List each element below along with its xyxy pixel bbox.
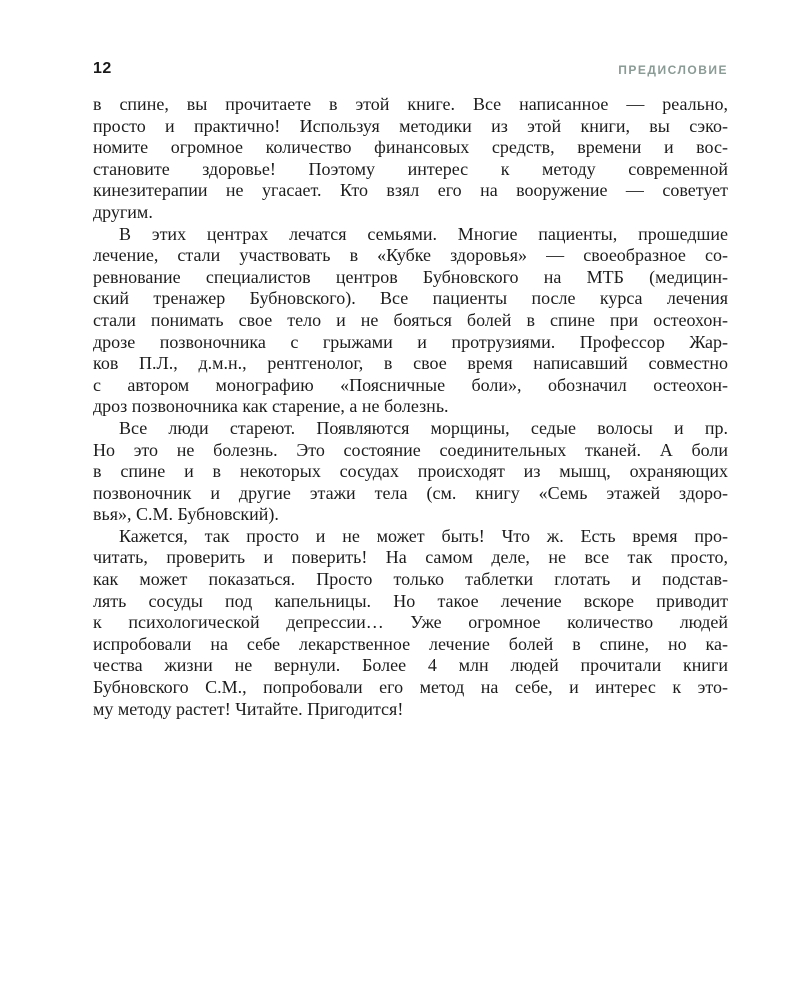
text-line: В этих центрах лечатся семьями. Многие пациенты, прошедшие xyxy=(119,223,728,244)
text-line: ский тренажер Бубновского). Все пациенты после курса лечения xyxy=(93,288,728,309)
text-line: другим. xyxy=(93,201,153,222)
text-line: ревнование специалистов центров Бубновского на МТБ (медицин- xyxy=(93,266,728,287)
text-line: лять сосуды под капельницы. Но такое лечение вскоре приводит xyxy=(93,590,728,611)
paragraph xyxy=(93,526,728,720)
text-line: испробовали на себе лекарственное лечение болей в спине, но ка- xyxy=(93,633,728,654)
paragraph xyxy=(93,224,728,418)
text-line: номите огромное количество финансовых средств, времени и вос- xyxy=(93,137,728,158)
text-line: Но это не болезнь. Это состояние соединительных тканей. А боли xyxy=(93,439,728,460)
body-text xyxy=(93,94,728,720)
text-line: лечение, стали участвовать в «Кубке здоровья» — своеобразное со- xyxy=(93,245,728,266)
text-line: позвоночник и другие этажи тела (см. книгу «Семь этажей здоро- xyxy=(93,482,728,503)
text-line: ков П.Л., д.м.н., рентгенолог, в свое время написавший совместно xyxy=(93,353,728,374)
page-number: 12 xyxy=(93,60,112,77)
text-line: просто и практично! Используя методики из этой книги, вы сэко- xyxy=(93,115,728,136)
text-line: дроз позвоночника как старение, а не болезнь. xyxy=(93,396,449,417)
text-line: к психологической депрессии… Уже огромное количество людей xyxy=(93,612,728,633)
text-line: с автором монографию «Поясничные боли», обозначил остеохон- xyxy=(93,374,728,395)
text-line: читать, проверить и поверить! На самом деле, не все так просто, xyxy=(93,547,728,568)
text-line: Бубновского С.М., попробовали его метод на себе, и интерес к это- xyxy=(93,677,728,698)
text-line: становите здоровье! Поэтому интерес к методу современной xyxy=(93,158,728,179)
text-line: чества жизни не вернули. Более 4 млн людей прочитали книги xyxy=(93,655,728,676)
text-line: в спине и в некоторых сосудах происходят из мышц, охраняющих xyxy=(93,461,728,482)
text-line: Все люди стареют. Появляются морщины, седые волосы и пр. xyxy=(119,417,728,438)
text-line: кинезитерапии не угасает. Кто взял его на вооружение — советует xyxy=(93,180,728,201)
text-line: вья», С.М. Бубновский). xyxy=(93,504,279,525)
text-line: стали понимать свое тело и не бояться болей в спине при остеохон- xyxy=(93,309,728,330)
paragraph xyxy=(93,94,728,224)
text-line: му методу растет! Читайте. Пригодится! xyxy=(93,698,404,719)
paragraph xyxy=(93,418,728,526)
running-header: ПРЕДИСЛОВИЕ xyxy=(618,63,728,77)
text-line: дрозе позвоночника с грыжами и протрузиями. Профессор Жар- xyxy=(93,331,728,352)
text-line: Кажется, так просто и не может быть! Что ж. Есть время про- xyxy=(119,525,728,546)
page-header xyxy=(93,60,728,82)
text-line: как может показаться. Просто только таблетки глотать и подстав- xyxy=(93,569,728,590)
text-line: в спине, вы прочитаете в этой книге. Все написанное — реально, xyxy=(93,94,728,114)
